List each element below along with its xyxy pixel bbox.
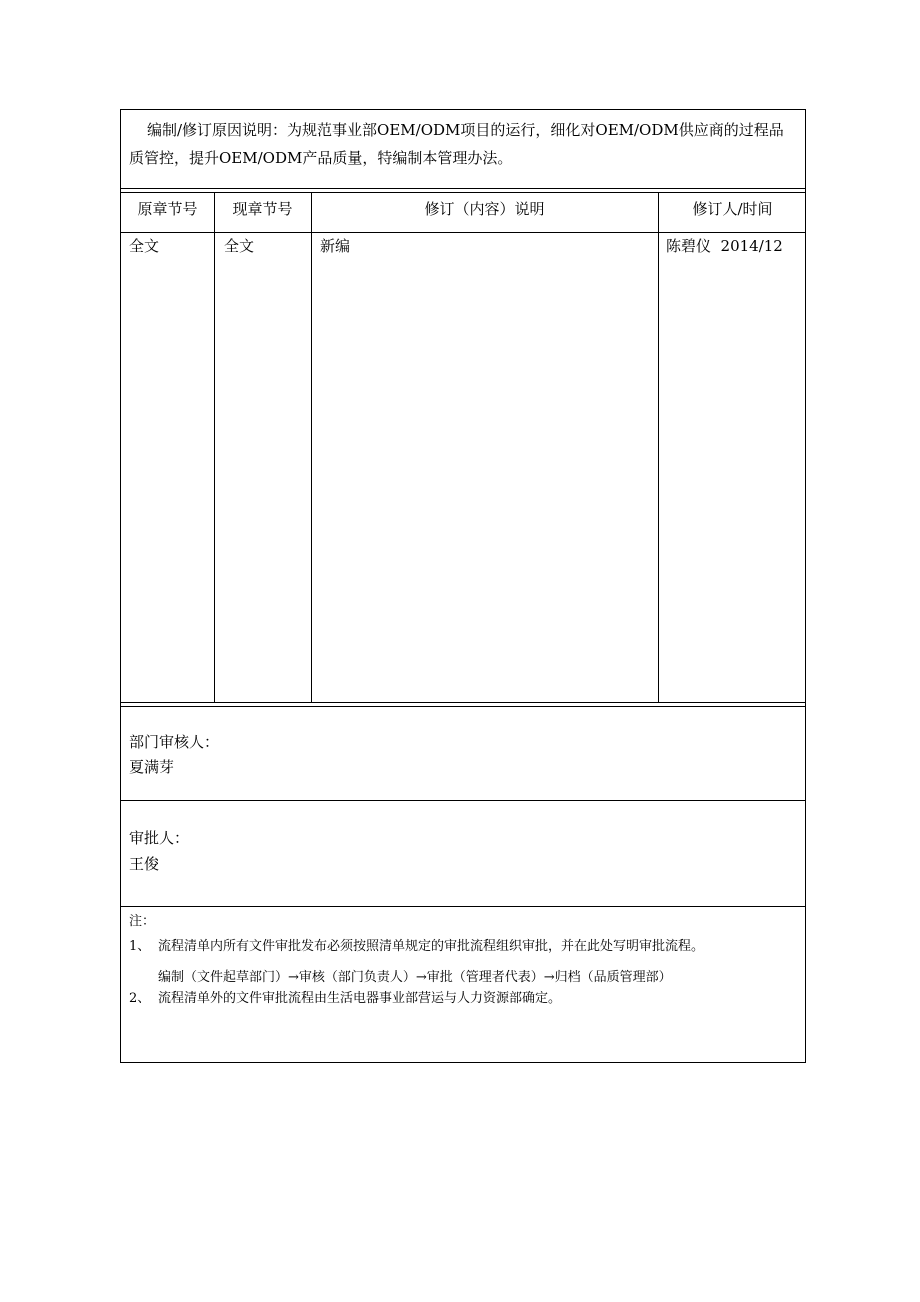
note-number: 1、 (129, 939, 151, 954)
cell-original-section: 全文 (129, 237, 160, 255)
column-divider (658, 192, 659, 702)
divider (121, 702, 805, 703)
column-divider (214, 192, 215, 702)
dept-reviewer-name: 夏满芽 (129, 758, 175, 776)
notes-title: 注： (129, 914, 156, 929)
column-divider (311, 192, 312, 702)
header-original-section: 原章节号 (137, 200, 198, 218)
divider (121, 906, 805, 907)
header-reviser-time: 修订人/时间 (692, 200, 773, 218)
header-current-section: 现章节号 (232, 200, 293, 218)
divider (121, 706, 805, 707)
note-text: 流程清单内所有文件审批发布必须按照清单规定的审批流程组织审批，并在此处写明审批流程。 (158, 939, 705, 954)
revision-form (120, 109, 806, 1063)
dept-reviewer-label: 部门审核人： (129, 733, 220, 751)
divider (121, 188, 805, 189)
divider (121, 232, 805, 233)
divider (121, 192, 805, 193)
approver-label: 审批人： (129, 829, 190, 847)
approval-flow-text: 编制（文件起草部门）→审核（部门负责人）→审批（管理者代表）→归档（品质管理部） (158, 970, 672, 985)
note-number: 2、 (129, 991, 151, 1006)
cell-reviser-time: 陈碧仪 2014/12 (666, 237, 783, 255)
approver-name: 王俊 (129, 855, 160, 873)
revision-reason-text: 编制/修订原因说明：为规范事业部OEM/ODM项目的运行，细化对OEM/ODM供应商的过程品质管控，提升OEM/ODM产品质量，特编制本管理办法。 (129, 121, 784, 167)
cell-revision-description: 新编 (320, 237, 351, 255)
header-revision-description: 修订（内容）说明 (424, 200, 545, 218)
divider (121, 800, 805, 801)
note-text: 流程清单外的文件审批流程由生活电器事业部营运与人力资源部确定。 (158, 991, 562, 1006)
cell-current-section: 全文 (224, 237, 255, 255)
